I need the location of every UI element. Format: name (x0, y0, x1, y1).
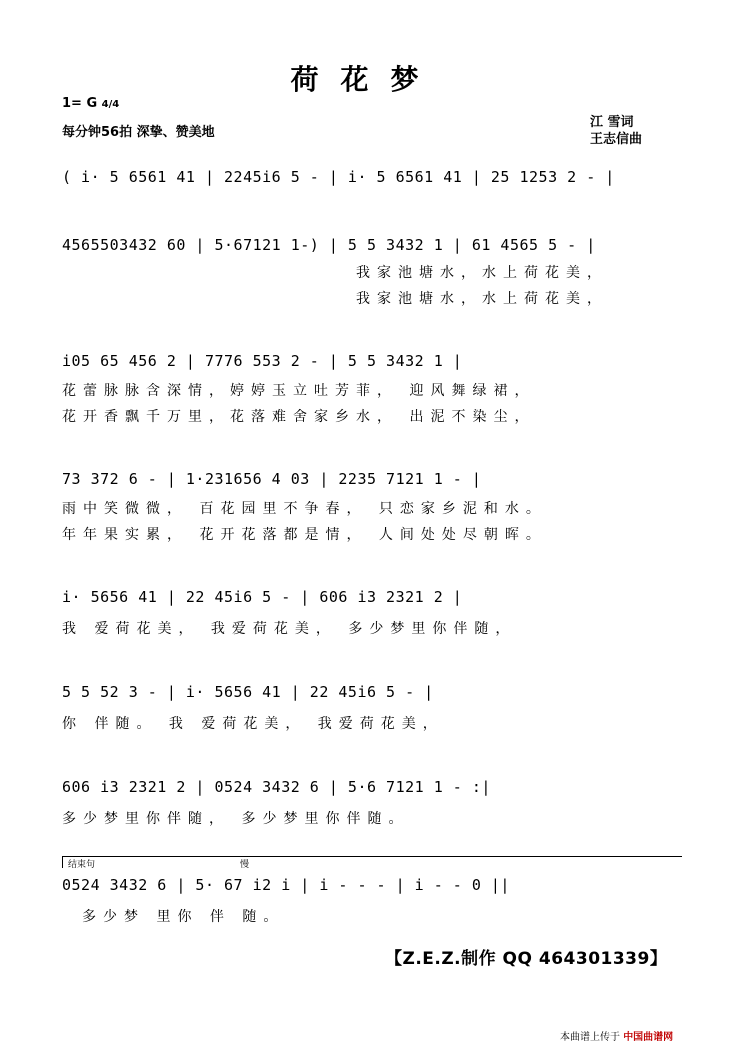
source-prefix: 本曲谱上传于 (560, 1032, 620, 1043)
key-signature (62, 96, 119, 111)
source-watermark (560, 1028, 673, 1043)
composer: 王志信曲 (590, 132, 643, 147)
lyric-line-1: 多少梦 里你 伴 随。 (82, 909, 285, 925)
lyric-line-1: 雨中笑微微， 百花园里不争春， 只恋家乡泥和水。 (62, 501, 547, 517)
notation-line: i05 65 456 2 | 7776 553 2 - | 5 5 3432 1 | (62, 352, 463, 370)
source-site: 中国曲谱网 (623, 1032, 674, 1043)
lyric-line-1: 你 伴随。 我 爱荷花美， 我爱荷花美， (62, 716, 444, 732)
page-title: 荷花梦 (290, 63, 441, 96)
notation-line: i· 5656 41 | 22 45i6 5 - | 606 i3 2321 2 | (62, 588, 463, 606)
lyric-line-1: 我家池塘水，水上荷花美， (356, 265, 608, 281)
lyric-line-2: 花开香飘千万里，花落难舍家乡水， 出泥不染尘， (62, 409, 536, 425)
notation-line: 73 372 6 - | 1·231656 4 03 | 2235 7121 1 - | (62, 470, 482, 488)
tempo-marking: 每分钟56拍 深挚、赞美地 (62, 125, 215, 140)
lyric-line-2: 年年果实累， 花开花落都是情， 人间处处尽朝晖。 (62, 527, 547, 543)
ending-bracket-edge (62, 856, 63, 868)
notation-line: 606 i3 2321 2 | 0524 3432 6 | 5·6 7121 1 - :| (62, 778, 491, 796)
producer-credit: 【Z.E.Z.制作 QQ 464301339】 (385, 949, 668, 969)
lyric-line-1: 我 爱荷花美， 我爱荷花美， 多少梦里你伴随， (62, 621, 517, 637)
lyric-line-1: 多少梦里你伴随， 多少梦里你伴随。 (62, 811, 410, 827)
lyric-line-1: 花蕾脉脉含深情，婷婷玉立吐芳菲， 迎风舞绿裙， (62, 383, 536, 399)
ending-bracket (62, 856, 682, 857)
ending-label: 结束句 (68, 860, 96, 870)
lyric-line-2: 我家池塘水，水上荷花美， (356, 291, 608, 307)
notation-line: 5 5 52 3 - | i· 5656 41 | 22 45i6 5 - | (62, 683, 434, 701)
notation-line: ( i· 5 6561 41 | 2245i6 5 - | i· 5 6561 41 | 25 1253 2 - | (62, 168, 615, 186)
notation-line: 4565503432 60 | 5·67121 1-) | 5 5 3432 1 | 61 4565 5 - | (62, 236, 596, 254)
lyricist: 江 雪词 (590, 115, 634, 130)
slow-label: 慢 (240, 860, 250, 870)
time-signature: 4/4 (101, 99, 120, 110)
key-text: 1= G (62, 96, 98, 111)
notation-line: 0524 3432 6 | 5· 67 i2 i | i - - - | i - - 0 || (62, 876, 510, 894)
